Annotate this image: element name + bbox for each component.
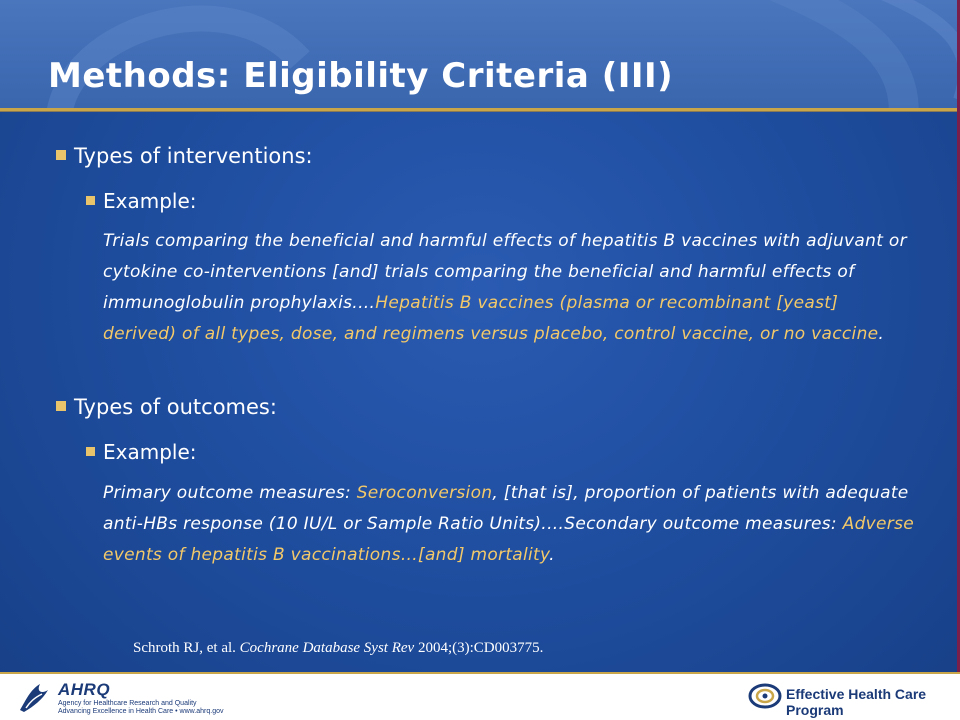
example-paragraph-outcomes [103, 478, 915, 571]
ahrq-logo-icon: AHRQ [58, 680, 111, 699]
citation-authors: Schroth RJ, et al. [133, 640, 240, 656]
citation-details: 2004;(3):CD003775. [414, 640, 544, 656]
title-bar [0, 0, 960, 108]
bullet-square-icon [56, 150, 66, 160]
paragraph-run-highlight: Hepatitis B vaccines (plasma or recombinant [yeast] derived) of all types, dose, and regimens versus placebo, control vaccine, or no vaccine [103, 293, 879, 344]
ahrq-tagline-1: Agency for Healthcare Research and Quality [58, 700, 197, 707]
sub-bullet-example-1 [86, 187, 197, 215]
citation [133, 640, 543, 657]
hhs-eagle-icon [16, 680, 52, 716]
sub-bullet-text: Example: [103, 189, 197, 213]
ahrq-tagline-2: Advancing Excellence in Health Care • www.ahrq.gov [58, 708, 224, 715]
bullet-square-icon [86, 447, 95, 456]
paragraph-run-highlight: Seroconversion [356, 483, 493, 503]
title-divider-shadow [0, 111, 960, 112]
footer-divider [0, 672, 960, 674]
effective-health-care-program-label: Effective Health Care Program [786, 686, 927, 718]
citation-journal: Cochrane Database Syst Rev [239, 640, 415, 656]
bullet-text: Types of interventions: [74, 144, 313, 168]
sub-bullet-example-2 [86, 438, 197, 466]
paragraph-run: . [878, 324, 885, 344]
bullet-square-icon [56, 401, 66, 411]
bullet-square-icon [86, 196, 95, 205]
paragraph-run-highlight: Adverse events of hepatitis B vaccinations…[and] mortality [103, 514, 915, 565]
sub-bullet-text: Example: [103, 440, 197, 464]
example-paragraph-interventions [103, 226, 915, 350]
bullet-types-of-interventions [56, 142, 313, 170]
paragraph-run: , [that is], proportion of patients with adequate anti-HBs response (10 IU/L or Sample Ratio Units).…Secondary outcome measures: [103, 483, 909, 534]
paragraph-run: Trials comparing the beneficial and harmful effects of hepatitis B vaccines with adjuvant or cytokine co-interventions [and] trials comparing the beneficial and harmful effects of immunoglobulin prophylaxis.… [103, 231, 907, 313]
paragraph-run: Primary outcome measures: [103, 483, 357, 503]
bullet-text: Types of outcomes: [74, 395, 277, 419]
paragraph-run: . [549, 545, 555, 565]
slide-title: Methods: Eligibility Criteria (III) [48, 56, 674, 96]
ahrq-logo [58, 680, 223, 716]
ehc-swirl-icon [748, 682, 782, 710]
bullet-types-of-outcomes [56, 393, 277, 421]
